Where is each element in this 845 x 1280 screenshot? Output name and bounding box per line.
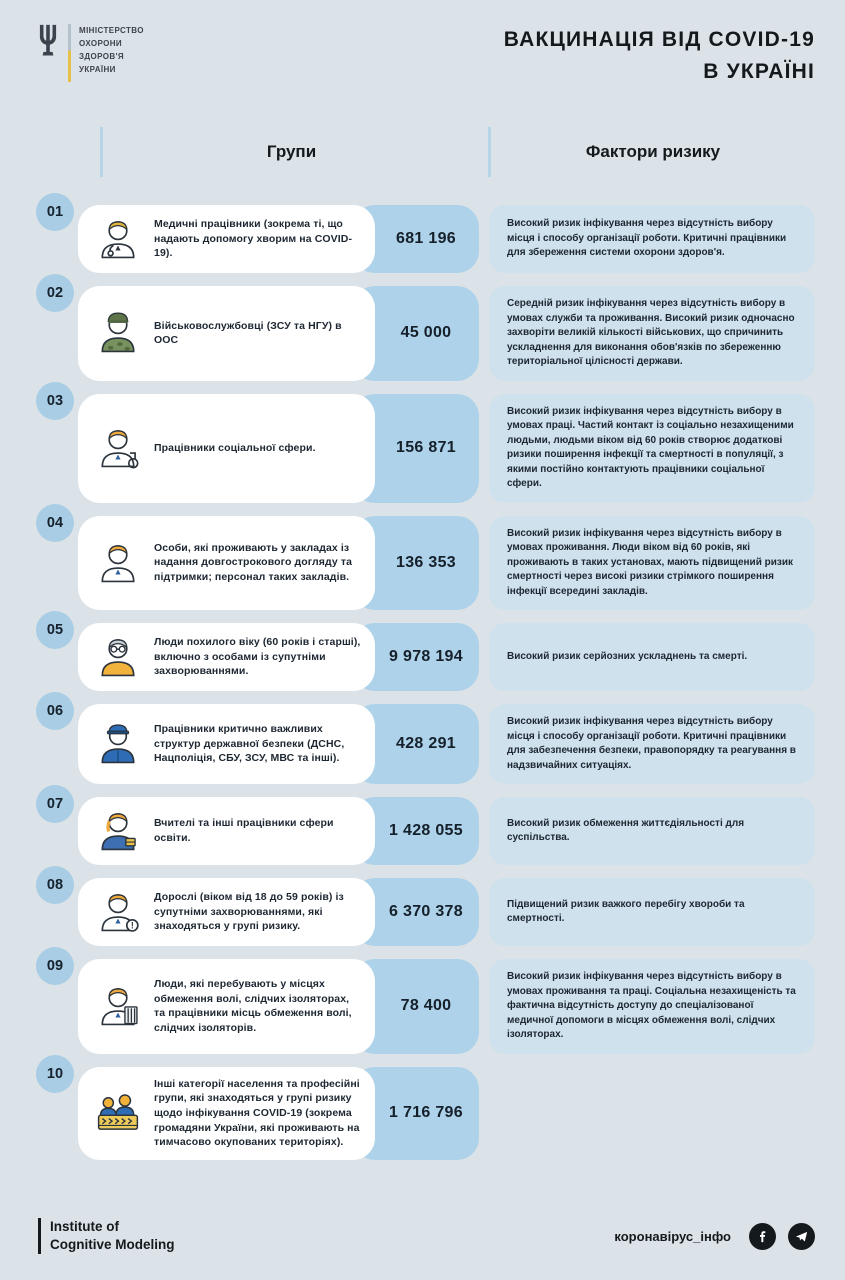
ministry-line: ОХОРОНИ	[79, 38, 123, 48]
row-number-badge: 02	[36, 274, 74, 312]
header	[0, 0, 845, 87]
credit-block	[38, 1218, 175, 1254]
page-title-line2: В УКРАЇНІ	[703, 59, 815, 83]
priority-group-row	[36, 623, 815, 691]
svg-text:!: !	[130, 920, 134, 931]
credit-line2: Cognitive Modeling	[50, 1237, 175, 1252]
social-worker-icon	[92, 424, 144, 472]
group-count: 9 978 194	[353, 623, 479, 691]
caregiver-icon	[92, 539, 144, 587]
group-count: 78 400	[353, 959, 479, 1054]
teacher-icon	[92, 807, 144, 855]
group-card	[78, 797, 375, 865]
facebook-icon[interactable]	[749, 1223, 776, 1250]
group-card	[78, 394, 375, 503]
risk-factor-text: Високий ризик серйозних ускладнень та смерті.	[489, 623, 815, 691]
group-count: 1 428 055	[353, 797, 479, 865]
group-description: Дорослі (віком від 18 до 59 років) із супутніми захворюваннями, які знаходяться у групі ризику.	[154, 890, 344, 933]
risk-factor-text: Середній ризик інфікування через відсутність вибору в умовах служби та проживання. Високий ризик одночасно захворіти великій кількості військових, що спричинить ускладнення для виконання обов'язків по збереженню територіальної цілісності держави.	[489, 286, 815, 381]
priority-group-row	[36, 286, 815, 381]
row-number-badge: 06	[36, 692, 74, 730]
group-card	[78, 704, 375, 784]
group-count: 1 716 796	[353, 1067, 479, 1160]
logo-divider	[68, 24, 71, 82]
column-headers	[36, 127, 815, 177]
priority-groups-table	[0, 185, 845, 1160]
risk-factor-text: Підвищений ризик важкого перебігу хвороби та смертності.	[489, 878, 815, 946]
row-number-badge: 05	[36, 611, 74, 649]
group-description: Вчителі та інші працівники сфери освіти.	[154, 817, 334, 844]
group-description: Працівники критично важливих структур державної безпеки (ДСНС, Нацполіція, СБУ, ЗСУ, МВС та інші).	[154, 722, 345, 765]
trident-icon	[36, 24, 60, 65]
group-description: Люди похилого віку (60 років і старші), включно з особами із супутніми захворюваннями.	[154, 635, 361, 678]
priority-group-row	[36, 797, 815, 865]
ministry-logo	[36, 24, 144, 82]
group-description: Люди, які перебувають у місцях обмеження волі, слідчих ізоляторах, та працівники місць обмеження волі, слідчих ізоляторів.	[154, 977, 352, 1034]
elderly-person-icon	[92, 633, 144, 681]
group-count: 156 871	[353, 394, 479, 503]
ministry-line: УКРАЇНИ	[79, 64, 116, 74]
group-description: Особи, які проживають у закладах із надання довгострокового догляду та підтримки; персонал таких закладів.	[154, 541, 353, 584]
row-number-badge: 01	[36, 193, 74, 231]
row-number-badge: 09	[36, 947, 74, 985]
priority-group-row	[36, 1067, 815, 1160]
soldier-icon	[92, 309, 144, 357]
credit-text	[50, 1218, 175, 1253]
priority-group-row	[36, 704, 815, 784]
column-header-risks: Фактори ризику	[488, 127, 815, 177]
ministry-line: ЗДОРОВ'Я	[79, 51, 125, 61]
group-count: 136 353	[353, 516, 479, 611]
group-card	[78, 878, 375, 946]
group-description: Військовослужбовці (ЗСУ та НГУ) в ООС	[154, 319, 342, 347]
risk-factor-text: Високий ризик інфікування через відсутність вибору місця і способу організації роботи. Критичні працівники для забезпечення безпеки, правопорядку та реагування в надзвичайних ситуаціях.	[489, 704, 815, 784]
risk-factor-text: Високий ризик інфікування через відсутність вибору місця і способу організації роботи. Критичні працівники для збереження системи охорони здоров'я.	[489, 205, 815, 273]
adult-risk-icon	[92, 888, 144, 936]
priority-group-row	[36, 205, 815, 273]
credit-line1: Institute of	[50, 1219, 119, 1235]
ministry-line: МІНІСТЕРСТВО	[79, 26, 144, 35]
group-card	[78, 286, 375, 381]
page-title	[504, 24, 815, 87]
row-number-badge: 03	[36, 382, 74, 420]
group-description: Інші категорії населення та професійні групи, які знаходяться у групі ризику щодо інфікування COVID-19 (зокрема громадяни України, які проживають на тимчасово окупованих територіях).	[154, 1077, 360, 1149]
prisoner-icon	[92, 982, 144, 1030]
row-number-badge: 07	[36, 785, 74, 823]
credit-divider	[38, 1218, 41, 1254]
group-description: Медичні працівники (зокрема ті, що надають допомогу хворим на COVID-19).	[154, 217, 353, 260]
footer	[0, 1208, 845, 1280]
group-card	[78, 1067, 375, 1160]
risk-factor-text: Високий ризик інфікування через відсутність вибору в умовах проживання. Люди віком від 60 років, які проживають в таких установах, мають підвищений ризик смертності через високі ризики стрімкого поширення інфекції всередині закладів.	[489, 516, 815, 611]
social-block	[614, 1223, 815, 1250]
group-count: 6 370 378	[353, 878, 479, 946]
doctor-icon	[92, 215, 144, 263]
population-group-icon	[92, 1089, 144, 1137]
group-count: 428 291	[353, 704, 479, 784]
group-count: 45 000	[353, 286, 479, 381]
group-card	[78, 516, 375, 611]
risk-factor-text: Високий ризик інфікування через відсутність вибору в умовах проживання та праці. Соціальна незахищеність та фактична відсутність доступу до спеціалізованої медичної допомоги в місцях обмеження волі, слідчих ізоляторах.	[489, 959, 815, 1054]
social-handle: коронавірус_інфо	[614, 1228, 731, 1244]
group-card	[78, 959, 375, 1054]
row-number-badge: 10	[36, 1055, 74, 1093]
page-title-line1: ВАКЦИНАЦІЯ ВІД COVID-19	[503, 28, 815, 51]
row-number-badge: 04	[36, 504, 74, 542]
telegram-icon[interactable]	[788, 1223, 815, 1250]
risk-factor-text: Високий ризик обмеження життєдіяльності для суспільства.	[489, 797, 815, 865]
ministry-name	[79, 24, 144, 77]
police-officer-icon	[92, 720, 144, 768]
priority-group-row	[36, 959, 815, 1054]
priority-group-row	[36, 394, 815, 503]
group-description: Працівники соціальної сфери.	[154, 441, 316, 454]
group-card	[78, 205, 375, 273]
group-count: 681 196	[353, 205, 479, 273]
column-header-groups: Групи	[100, 127, 480, 177]
priority-group-row	[36, 878, 815, 946]
row-number-badge: 08	[36, 866, 74, 904]
group-card	[78, 623, 375, 691]
risk-factor-text: Високий ризик інфікування через відсутність вибору в умовах праці. Частий контакт із соціально незахищеними людьми, людьми віком від 60 років створює додаткові ризики поширення інфекції та смертності в популяції, з якими постійно контактують працівники соціальної сфери.	[489, 394, 815, 503]
priority-group-row	[36, 516, 815, 611]
